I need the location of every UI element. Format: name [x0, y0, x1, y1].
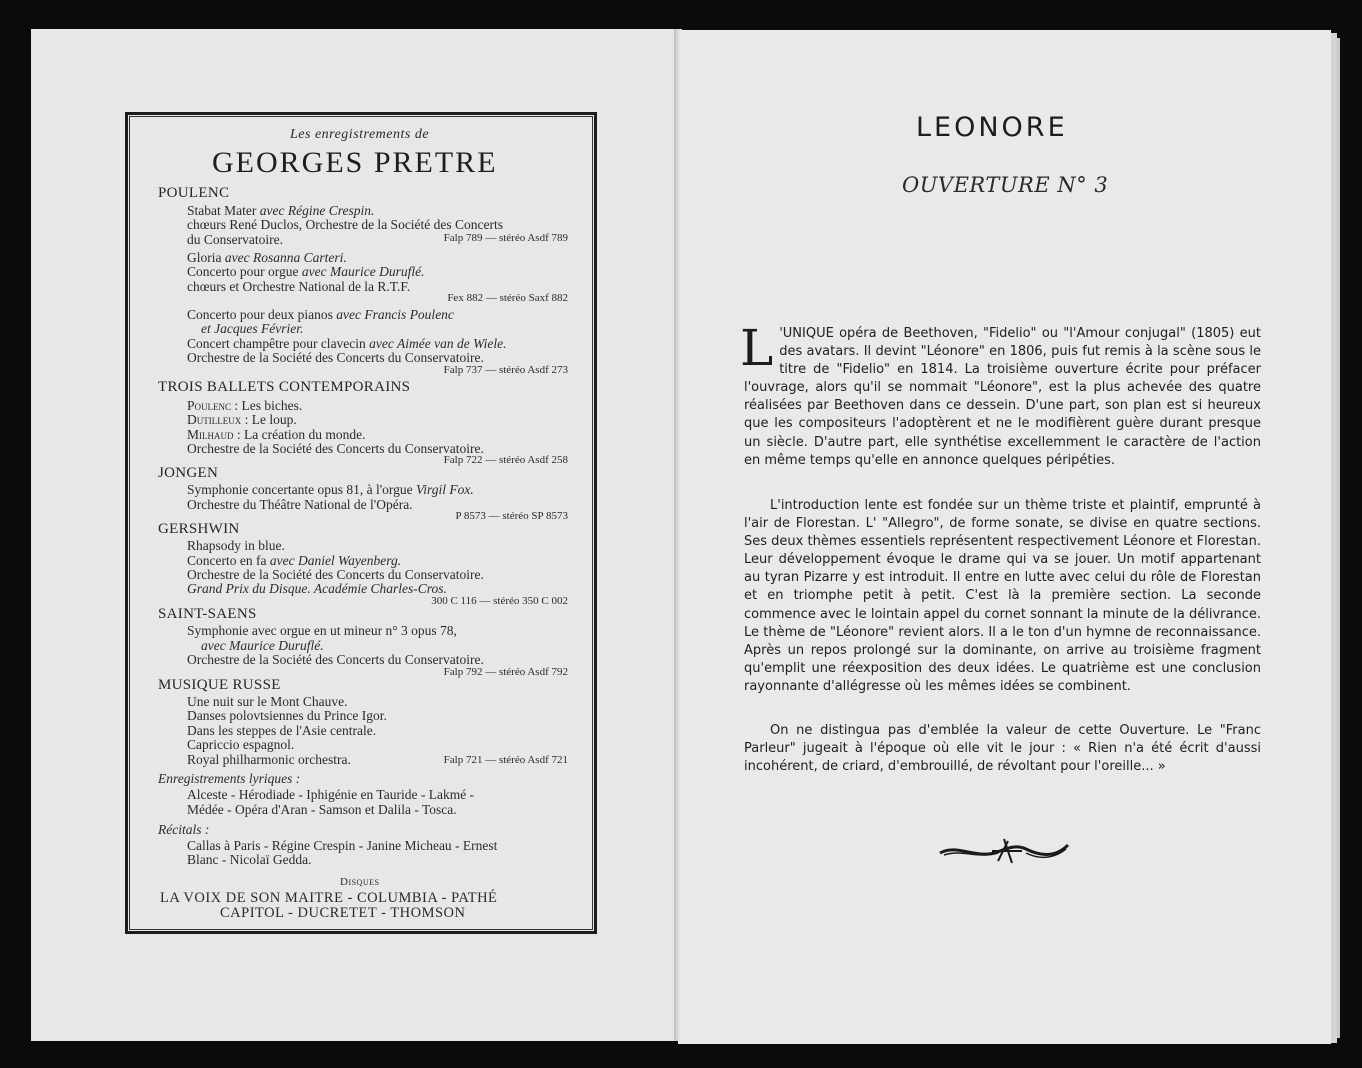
listing-line: Dutilleux : Le loup. [187, 412, 297, 427]
listing-line: Symphonie avec orgue en ut mineur n° 3 opus 78, [187, 623, 457, 638]
record-labels-line: CAPITOL - DUCRETET - THOMSON [220, 905, 466, 921]
recitals-heading: Récitals : [158, 822, 210, 837]
drop-cap: L [740, 319, 774, 377]
listing-line: chœurs René Duclos, Orchestre de la Société des Concerts [187, 217, 504, 232]
page-title: LEONORE [916, 112, 1068, 143]
lyric-recordings-heading: Enregistrements lyriques : [158, 771, 301, 786]
listing-line: Gloria avec Rosanna Carteri. [187, 250, 347, 265]
listing-line: Concert champêtre pour clavecin avec Aimée van de Wiele. [187, 336, 507, 351]
record-labels-line: LA VOIX DE SON MAITRE - COLUMBIA - PATHÉ [160, 890, 498, 906]
listing-line: Médée - Opéra d'Aran - Samson et Dalila - Tosca. [187, 802, 457, 817]
recordings-header-italic: Les enregistrements de [290, 127, 430, 142]
section-heading-poulenc: POULENC [158, 185, 230, 201]
page-edge [1337, 38, 1340, 1038]
section-heading-saint-saens: SAINT-SAENS [158, 606, 257, 622]
listing-line: Stabat Mater avec Régine Crespin. [187, 203, 375, 218]
catalog-number: Falp 722 — stéréo Asdf 258 [443, 454, 568, 466]
listing-line: Alceste - Hérodiade - Iphigénie en Tauride - Lakmé - [187, 787, 475, 802]
listing-line: Capriccio espagnol. [187, 737, 295, 752]
catalog-number: Falp 737 — stéréo Asdf 273 [443, 364, 568, 376]
listing-line: Dans les steppes de l'Asie centrale. [187, 723, 377, 738]
section-heading-gershwin: GERSHWIN [158, 521, 240, 537]
listing-line: Grand Prix du Disque. Académie Charles-Cros. [187, 581, 447, 596]
listing-line: Orchestre de la Société des Concerts du Conservatoire. [187, 350, 484, 365]
book-gutter [674, 29, 682, 1041]
listing-line: et Jacques Février. [201, 321, 304, 336]
paragraph-2: L'introduction lente est fondée sur un thème triste et plaintif, emprunté à l'air de Florestan. L' "Allegro", de forme sonate, se divise en quatre sections. Ses deux thèmes essentiels représentent respectivement Léonore et Florestan. Leur développement évoque le drame qui va se jouer. Un motif appartenant au tyran Pizarre y est introduit. Il entre en lutte avec celui du rôle de Florestan et en triomphe petit à petit. C'est là la première section. La seconde commence avec le lointain appel du cornet sonnant la minute de la délivrance. Le thème de "Léonore" revient alors. Il a le ton d'un hymne de reconnaissance. Après un repos prolongé sur la dominante, on arrive au troisième fragment qu'emplit une réexposition des deux idées. Le quatrième est une conclusion rayonnante d'allégresse où les mêmes idées se combinent. [744, 498, 1261, 694]
listing-line: du Conservatoire. [187, 232, 283, 247]
section-heading-musique-russe: MUSIQUE RUSSE [158, 677, 281, 693]
listing-line: Une nuit sur le Mont Chauve. [187, 694, 348, 709]
section-heading-jongen: JONGEN [158, 465, 219, 481]
catalog-number: Falp 789 — stéréo Asdf 789 [443, 232, 568, 244]
section-heading-ballets: TROIS BALLETS CONTEMPORAINS [158, 379, 411, 395]
listing-line: Danses polovtsiennes du Prince Igor. [187, 708, 387, 723]
flourish-ornament-icon [938, 835, 1070, 867]
listing-line: Concerto pour deux pianos avec Francis Poulenc [187, 307, 454, 322]
listing-line: Milhaud : La création du monde. [187, 427, 366, 442]
recordings-title: GEORGES PRETRE [212, 146, 498, 179]
listing-line: chœurs et Orchestre National de la R.T.F. [187, 279, 411, 294]
page-subtitle: OUVERTURE N° 3 [902, 173, 1109, 197]
listing-line: Rhapsody in blue. [187, 538, 285, 553]
listing-line: Callas à Paris - Régine Crespin - Janine Micheau - Ernest [187, 838, 498, 853]
catalog-number: 300 C 116 — stéréo 350 C 002 [431, 595, 568, 607]
listing-line: Blanc - Nicolaï Gedda. [187, 852, 312, 867]
listing-line: Royal philharmonic orchestra. [187, 752, 351, 767]
catalog-number: P 8573 — stéréo SP 8573 [455, 510, 568, 522]
paragraph-3: On ne distingua pas d'emblée la valeur de cette Ouverture. Le "Franc Parleur" jugeait à l'époque où elle vit le jour : « Rien n'a été écrit d'aussi incohérent, de criard, d'embrouillé, de révoltant pour l'oreille... » [744, 723, 1261, 775]
listing-line: Symphonie concertante opus 81, à l'orgue Virgil Fox. [187, 482, 474, 497]
catalog-number: Falp 721 — stéréo Asdf 721 [443, 754, 568, 766]
listing-line: Orchestre de la Société des Concerts du Conservatoire. [187, 567, 484, 582]
catalog-number: Falp 792 — stéréo Asdf 792 [443, 666, 568, 678]
listing-line: avec Maurice Duruflé. [201, 638, 324, 653]
listing-line: Orchestre de la Société des Concerts du Conservatoire. [187, 652, 484, 667]
listing-line: Concerto en fa avec Daniel Wayenberg. [187, 553, 402, 568]
listing-line: Orchestre du Théâtre National de l'Opéra. [187, 497, 413, 512]
labels-heading: Disques [340, 876, 380, 888]
listing-line: Orchestre de la Société des Concerts du Conservatoire. [187, 441, 484, 456]
catalog-number: Fex 882 — stéréo Saxf 882 [447, 292, 568, 304]
listing-line: Poulenc : Les biches. [187, 398, 303, 413]
listing-line: Concerto pour orgue avec Maurice Duruflé. [187, 264, 425, 279]
paragraph-1: L 'UNIQUE opéra de Beethoven, "Fidelio" ou "l'Amour conjugal" (1805) eut des avatars. Il devint "Léonore" en 1806, puis fut remis à la scène sous le titre de "Fidelio" en 1814. La troisième ouverture écrite pour préfacer l'ouvrage, alors qu'il se nommait "Léonore", est la plus achevée des quatre réalisées par Beethoven dans ce dessein. D'une part, son plan est si heureux que les compositeurs l'adoptèrent et ne le modifièrent guère durant presque un siècle. D'autre part, elle synthétise excellemment le caractère de l'action en même temps qu'elle en annonce quelques péripéties. [740, 319, 1261, 468]
